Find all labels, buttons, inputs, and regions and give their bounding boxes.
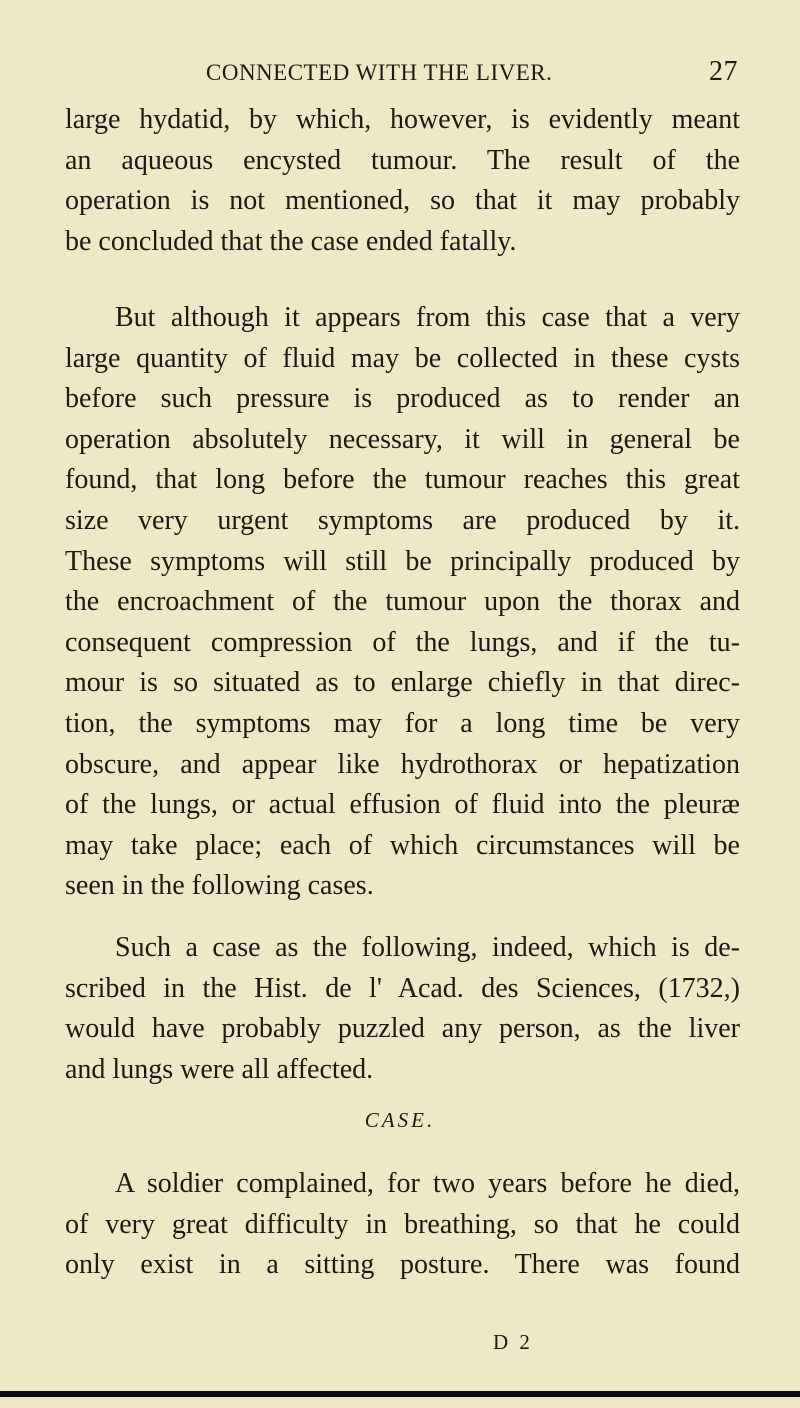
text-line: These symptoms will still be principally produced by: [65, 545, 740, 577]
paragraph-2: [65, 298, 740, 907]
text-line: the encroachment of the tumour upon the thorax and: [65, 586, 740, 618]
running-header: [206, 56, 738, 88]
text-line: But although it appears from this case that a very: [115, 302, 740, 333]
text-line: only exist in a sitting posture. There was found: [65, 1249, 740, 1281]
paragraph-1: [65, 100, 740, 262]
text-line: an aqueous encysted tumour. The result of the: [65, 144, 740, 176]
text-line: would have probably puzzled any person, as the liver: [65, 1013, 740, 1045]
text-line: large hydatid, by which, however, is evidently meant: [65, 104, 740, 135]
text-line: tion, the symptoms may for a long time be very: [65, 707, 740, 739]
text-line: A soldier complained, for two years before he died,: [115, 1168, 740, 1199]
text-line: found, that long before the tumour reaches this great: [65, 464, 740, 496]
text-line: seen in the following cases.: [65, 870, 374, 902]
text-line: consequent compression of the lungs, and if the tu-: [65, 626, 740, 658]
case-heading: CASE.: [364, 1108, 436, 1132]
page-bottom-edge: [0, 1391, 800, 1397]
paragraph-4: [65, 1164, 740, 1286]
text-line: be concluded that the case ended fatally.: [65, 225, 517, 257]
text-line: operation is not mentioned, so that it may probably: [65, 185, 740, 217]
text-line: may take place; each of which circumstances will be: [65, 829, 740, 861]
text-line: obscure, and appear like hydrothorax or hepatization: [65, 748, 740, 780]
text-line: of the lungs, or actual effusion of fluid into the pleuræ: [65, 789, 740, 821]
text-line: before such pressure is produced as to render an: [65, 383, 740, 415]
text-line: large quantity of fluid may be collected in these cysts: [65, 342, 740, 374]
text-line: size very urgent symptoms are produced by it.: [65, 504, 740, 536]
paragraph-3: [65, 928, 740, 1090]
signature-mark: D 2: [493, 1330, 533, 1354]
text-line: of very great difficulty in breathing, so that he could: [65, 1208, 740, 1240]
text-line: operation absolutely necessary, it will in general be: [65, 423, 740, 455]
text-line: scribed in the Hist. de l' Acad. des Sciences, (1732,): [65, 972, 740, 1004]
running-title: CONNECTED WITH THE LIVER.: [206, 60, 553, 85]
text-line: Such a case as the following, indeed, which is de-: [115, 932, 740, 963]
text-line: and lungs were all affected.: [65, 1053, 374, 1085]
page-number: 27: [709, 56, 738, 87]
text-line: mour is so situated as to enlarge chiefly in that direc-: [65, 667, 740, 699]
